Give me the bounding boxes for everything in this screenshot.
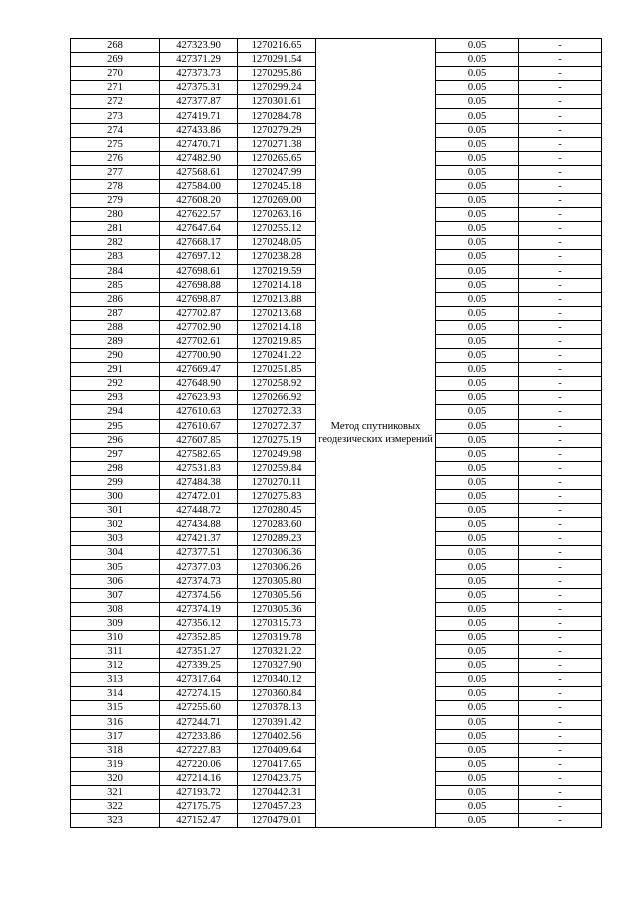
description-cell: - (519, 546, 602, 560)
x-coordinate-cell: 427584.00 (160, 179, 238, 193)
coordinates-table-page (70, 38, 602, 828)
y-coordinate-cell: 1270275.19 (238, 433, 316, 447)
y-coordinate-cell: 1270289.23 (238, 532, 316, 546)
description-cell: - (519, 236, 602, 250)
x-coordinate-cell: 427374.73 (160, 574, 238, 588)
x-coordinate-cell: 427244.71 (160, 715, 238, 729)
description-cell: - (519, 137, 602, 151)
point-number-cell: 287 (71, 306, 160, 320)
point-number-cell: 298 (71, 461, 160, 475)
description-cell: - (519, 518, 602, 532)
x-coordinate-cell: 427377.03 (160, 560, 238, 574)
y-coordinate-cell: 1270279.29 (238, 123, 316, 137)
y-coordinate-cell: 1270280.45 (238, 504, 316, 518)
point-number-cell: 314 (71, 687, 160, 701)
accuracy-cell: 0.05 (436, 574, 519, 588)
accuracy-cell: 0.05 (436, 391, 519, 405)
point-number-cell: 316 (71, 715, 160, 729)
point-number-cell: 278 (71, 179, 160, 193)
description-cell: - (519, 377, 602, 391)
x-coordinate-cell: 427607.85 (160, 433, 238, 447)
point-number-cell: 291 (71, 363, 160, 377)
point-number-cell: 302 (71, 518, 160, 532)
accuracy-cell: 0.05 (436, 532, 519, 546)
point-number-cell: 288 (71, 320, 160, 334)
x-coordinate-cell: 427356.12 (160, 616, 238, 630)
description-cell: - (519, 278, 602, 292)
y-coordinate-cell: 1270271.38 (238, 137, 316, 151)
description-cell: - (519, 588, 602, 602)
x-coordinate-cell: 427377.87 (160, 95, 238, 109)
accuracy-cell: 0.05 (436, 771, 519, 785)
x-coordinate-cell: 427373.73 (160, 67, 238, 81)
description-cell: - (519, 39, 602, 53)
accuracy-cell: 0.05 (436, 123, 519, 137)
description-cell: - (519, 673, 602, 687)
y-coordinate-cell: 1270291.54 (238, 53, 316, 67)
y-coordinate-cell: 1270319.78 (238, 630, 316, 644)
y-coordinate-cell: 1270284.78 (238, 109, 316, 123)
x-coordinate-cell: 427233.86 (160, 729, 238, 743)
description-cell: - (519, 630, 602, 644)
point-number-cell: 301 (71, 504, 160, 518)
point-number-cell: 317 (71, 729, 160, 743)
point-number-cell: 284 (71, 264, 160, 278)
point-number-cell: 318 (71, 743, 160, 757)
accuracy-cell: 0.05 (436, 743, 519, 757)
accuracy-cell: 0.05 (436, 137, 519, 151)
x-coordinate-cell: 427623.93 (160, 391, 238, 405)
point-number-cell: 321 (71, 785, 160, 799)
point-number-cell: 311 (71, 645, 160, 659)
description-cell: - (519, 363, 602, 377)
point-number-cell: 292 (71, 377, 160, 391)
point-number-cell: 297 (71, 447, 160, 461)
point-number-cell: 315 (71, 701, 160, 715)
y-coordinate-cell: 1270417.65 (238, 757, 316, 771)
x-coordinate-cell: 427434.88 (160, 518, 238, 532)
x-coordinate-cell: 427193.72 (160, 785, 238, 799)
description-cell: - (519, 560, 602, 574)
accuracy-cell: 0.05 (436, 715, 519, 729)
accuracy-cell: 0.05 (436, 53, 519, 67)
description-cell: - (519, 814, 602, 828)
y-coordinate-cell: 1270378.13 (238, 701, 316, 715)
x-coordinate-cell: 427697.12 (160, 250, 238, 264)
description-cell: - (519, 151, 602, 165)
point-number-cell: 273 (71, 109, 160, 123)
accuracy-cell: 0.05 (436, 278, 519, 292)
x-coordinate-cell: 427371.29 (160, 53, 238, 67)
accuracy-cell: 0.05 (436, 687, 519, 701)
x-coordinate-cell: 427448.72 (160, 504, 238, 518)
description-cell: - (519, 757, 602, 771)
y-coordinate-cell: 1270402.56 (238, 729, 316, 743)
accuracy-cell: 0.05 (436, 334, 519, 348)
y-coordinate-cell: 1270321.22 (238, 645, 316, 659)
description-cell: - (519, 532, 602, 546)
point-number-cell: 268 (71, 39, 160, 53)
description-cell: - (519, 349, 602, 363)
description-cell: - (519, 616, 602, 630)
point-number-cell: 283 (71, 250, 160, 264)
y-coordinate-cell: 1270479.01 (238, 814, 316, 828)
description-cell: - (519, 53, 602, 67)
point-number-cell: 276 (71, 151, 160, 165)
y-coordinate-cell: 1270442.31 (238, 785, 316, 799)
y-coordinate-cell: 1270247.99 (238, 165, 316, 179)
description-cell: - (519, 771, 602, 785)
x-coordinate-cell: 427421.37 (160, 532, 238, 546)
y-coordinate-cell: 1270263.16 (238, 208, 316, 222)
description-cell: - (519, 447, 602, 461)
x-coordinate-cell: 427323.90 (160, 39, 238, 53)
x-coordinate-cell: 427610.63 (160, 405, 238, 419)
y-coordinate-cell: 1270301.61 (238, 95, 316, 109)
description-cell: - (519, 800, 602, 814)
table-row (71, 39, 602, 53)
point-number-cell: 279 (71, 194, 160, 208)
accuracy-cell: 0.05 (436, 109, 519, 123)
y-coordinate-cell: 1270216.65 (238, 39, 316, 53)
accuracy-cell: 0.05 (436, 39, 519, 53)
accuracy-cell: 0.05 (436, 475, 519, 489)
description-cell: - (519, 687, 602, 701)
y-coordinate-cell: 1270409.64 (238, 743, 316, 757)
y-coordinate-cell: 1270457.23 (238, 800, 316, 814)
y-coordinate-cell: 1270306.26 (238, 560, 316, 574)
accuracy-cell: 0.05 (436, 518, 519, 532)
point-number-cell: 271 (71, 81, 160, 95)
description-cell: - (519, 419, 602, 433)
description-cell: - (519, 391, 602, 405)
description-cell: - (519, 461, 602, 475)
y-coordinate-cell: 1270340.12 (238, 673, 316, 687)
accuracy-cell: 0.05 (436, 447, 519, 461)
y-coordinate-cell: 1270251.85 (238, 363, 316, 377)
accuracy-cell: 0.05 (436, 504, 519, 518)
description-cell: - (519, 490, 602, 504)
accuracy-cell: 0.05 (436, 645, 519, 659)
point-number-cell: 290 (71, 349, 160, 363)
x-coordinate-cell: 427608.20 (160, 194, 238, 208)
description-cell: - (519, 222, 602, 236)
accuracy-cell: 0.05 (436, 461, 519, 475)
description-cell: - (519, 645, 602, 659)
point-number-cell: 323 (71, 814, 160, 828)
point-number-cell: 295 (71, 419, 160, 433)
x-coordinate-cell: 427227.83 (160, 743, 238, 757)
description-cell: - (519, 320, 602, 334)
x-coordinate-cell: 427668.17 (160, 236, 238, 250)
accuracy-cell: 0.05 (436, 250, 519, 264)
y-coordinate-cell: 1270283.60 (238, 518, 316, 532)
point-number-cell: 308 (71, 602, 160, 616)
accuracy-cell: 0.05 (436, 194, 519, 208)
accuracy-cell: 0.05 (436, 588, 519, 602)
accuracy-cell: 0.05 (436, 729, 519, 743)
x-coordinate-cell: 427377.51 (160, 546, 238, 560)
accuracy-cell: 0.05 (436, 659, 519, 673)
accuracy-cell: 0.05 (436, 363, 519, 377)
accuracy-cell: 0.05 (436, 67, 519, 81)
description-cell: - (519, 602, 602, 616)
table-body (71, 39, 602, 828)
point-number-cell: 306 (71, 574, 160, 588)
y-coordinate-cell: 1270249.98 (238, 447, 316, 461)
description-cell: - (519, 67, 602, 81)
description-cell: - (519, 334, 602, 348)
y-coordinate-cell: 1270391.42 (238, 715, 316, 729)
x-coordinate-cell: 427274.15 (160, 687, 238, 701)
point-number-cell: 309 (71, 616, 160, 630)
point-number-cell: 270 (71, 67, 160, 81)
point-number-cell: 304 (71, 546, 160, 560)
description-cell: - (519, 785, 602, 799)
y-coordinate-cell: 1270360.84 (238, 687, 316, 701)
x-coordinate-cell: 427531.83 (160, 461, 238, 475)
accuracy-cell: 0.05 (436, 616, 519, 630)
accuracy-cell: 0.05 (436, 701, 519, 715)
y-coordinate-cell: 1270219.59 (238, 264, 316, 278)
description-cell: - (519, 123, 602, 137)
y-coordinate-cell: 1270245.18 (238, 179, 316, 193)
method-cell: Метод спутниковых геодезических измерений (316, 39, 436, 828)
point-number-cell: 282 (71, 236, 160, 250)
y-coordinate-cell: 1270315.73 (238, 616, 316, 630)
coordinates-table (70, 38, 602, 828)
description-cell: - (519, 179, 602, 193)
y-coordinate-cell: 1270238.28 (238, 250, 316, 264)
y-coordinate-cell: 1270241.22 (238, 349, 316, 363)
y-coordinate-cell: 1270306.36 (238, 546, 316, 560)
description-cell: - (519, 264, 602, 278)
accuracy-cell: 0.05 (436, 81, 519, 95)
y-coordinate-cell: 1270275.83 (238, 490, 316, 504)
accuracy-cell: 0.05 (436, 560, 519, 574)
y-coordinate-cell: 1270214.18 (238, 320, 316, 334)
x-coordinate-cell: 427698.61 (160, 264, 238, 278)
x-coordinate-cell: 427702.87 (160, 306, 238, 320)
x-coordinate-cell: 427351.27 (160, 645, 238, 659)
point-number-cell: 285 (71, 278, 160, 292)
description-cell: - (519, 194, 602, 208)
accuracy-cell: 0.05 (436, 800, 519, 814)
point-number-cell: 281 (71, 222, 160, 236)
x-coordinate-cell: 427470.71 (160, 137, 238, 151)
x-coordinate-cell: 427610.67 (160, 419, 238, 433)
y-coordinate-cell: 1270305.56 (238, 588, 316, 602)
x-coordinate-cell: 427484.38 (160, 475, 238, 489)
point-number-cell: 303 (71, 532, 160, 546)
accuracy-cell: 0.05 (436, 419, 519, 433)
x-coordinate-cell: 427419.71 (160, 109, 238, 123)
point-number-cell: 269 (71, 53, 160, 67)
x-coordinate-cell: 427317.64 (160, 673, 238, 687)
description-cell: - (519, 433, 602, 447)
x-coordinate-cell: 427698.88 (160, 278, 238, 292)
y-coordinate-cell: 1270248.05 (238, 236, 316, 250)
x-coordinate-cell: 427214.16 (160, 771, 238, 785)
accuracy-cell: 0.05 (436, 757, 519, 771)
description-cell: - (519, 504, 602, 518)
y-coordinate-cell: 1270214.18 (238, 278, 316, 292)
accuracy-cell: 0.05 (436, 377, 519, 391)
point-number-cell: 313 (71, 673, 160, 687)
accuracy-cell: 0.05 (436, 785, 519, 799)
description-cell: - (519, 95, 602, 109)
description-cell: - (519, 405, 602, 419)
y-coordinate-cell: 1270266.92 (238, 391, 316, 405)
x-coordinate-cell: 427220.06 (160, 757, 238, 771)
point-number-cell: 286 (71, 292, 160, 306)
description-cell: - (519, 715, 602, 729)
x-coordinate-cell: 427647.64 (160, 222, 238, 236)
y-coordinate-cell: 1270305.80 (238, 574, 316, 588)
point-number-cell: 310 (71, 630, 160, 644)
accuracy-cell: 0.05 (436, 602, 519, 616)
point-number-cell: 307 (71, 588, 160, 602)
point-number-cell: 293 (71, 391, 160, 405)
description-cell: - (519, 743, 602, 757)
point-number-cell: 280 (71, 208, 160, 222)
y-coordinate-cell: 1270272.33 (238, 405, 316, 419)
accuracy-cell: 0.05 (436, 349, 519, 363)
y-coordinate-cell: 1270327.90 (238, 659, 316, 673)
description-cell: - (519, 574, 602, 588)
accuracy-cell: 0.05 (436, 292, 519, 306)
point-number-cell: 272 (71, 95, 160, 109)
y-coordinate-cell: 1270299.24 (238, 81, 316, 95)
description-cell: - (519, 701, 602, 715)
x-coordinate-cell: 427669.47 (160, 363, 238, 377)
y-coordinate-cell: 1270258.92 (238, 377, 316, 391)
description-cell: - (519, 292, 602, 306)
x-coordinate-cell: 427648.90 (160, 377, 238, 391)
point-number-cell: 319 (71, 757, 160, 771)
point-number-cell: 312 (71, 659, 160, 673)
point-number-cell: 299 (71, 475, 160, 489)
accuracy-cell: 0.05 (436, 433, 519, 447)
y-coordinate-cell: 1270213.88 (238, 292, 316, 306)
accuracy-cell: 0.05 (436, 306, 519, 320)
x-coordinate-cell: 427374.56 (160, 588, 238, 602)
description-cell: - (519, 659, 602, 673)
accuracy-cell: 0.05 (436, 222, 519, 236)
accuracy-cell: 0.05 (436, 264, 519, 278)
description-cell: - (519, 165, 602, 179)
x-coordinate-cell: 427375.31 (160, 81, 238, 95)
point-number-cell: 296 (71, 433, 160, 447)
accuracy-cell: 0.05 (436, 320, 519, 334)
accuracy-cell: 0.05 (436, 236, 519, 250)
accuracy-cell: 0.05 (436, 95, 519, 109)
x-coordinate-cell: 427472.01 (160, 490, 238, 504)
x-coordinate-cell: 427352.85 (160, 630, 238, 644)
x-coordinate-cell: 427702.61 (160, 334, 238, 348)
x-coordinate-cell: 427152.47 (160, 814, 238, 828)
accuracy-cell: 0.05 (436, 208, 519, 222)
y-coordinate-cell: 1270259.84 (238, 461, 316, 475)
point-number-cell: 322 (71, 800, 160, 814)
point-number-cell: 294 (71, 405, 160, 419)
y-coordinate-cell: 1270255.12 (238, 222, 316, 236)
y-coordinate-cell: 1270272.37 (238, 419, 316, 433)
description-cell: - (519, 729, 602, 743)
y-coordinate-cell: 1270219.85 (238, 334, 316, 348)
point-number-cell: 305 (71, 560, 160, 574)
point-number-cell: 300 (71, 490, 160, 504)
accuracy-cell: 0.05 (436, 546, 519, 560)
x-coordinate-cell: 427374.19 (160, 602, 238, 616)
point-number-cell: 289 (71, 334, 160, 348)
y-coordinate-cell: 1270305.36 (238, 602, 316, 616)
y-coordinate-cell: 1270423.75 (238, 771, 316, 785)
description-cell: - (519, 250, 602, 264)
description-cell: - (519, 81, 602, 95)
accuracy-cell: 0.05 (436, 630, 519, 644)
description-cell: - (519, 475, 602, 489)
y-coordinate-cell: 1270270.11 (238, 475, 316, 489)
y-coordinate-cell: 1270295.86 (238, 67, 316, 81)
y-coordinate-cell: 1270269.00 (238, 194, 316, 208)
accuracy-cell: 0.05 (436, 673, 519, 687)
x-coordinate-cell: 427582.65 (160, 447, 238, 461)
x-coordinate-cell: 427698.87 (160, 292, 238, 306)
point-number-cell: 277 (71, 165, 160, 179)
accuracy-cell: 0.05 (436, 814, 519, 828)
x-coordinate-cell: 427702.90 (160, 320, 238, 334)
x-coordinate-cell: 427700.90 (160, 349, 238, 363)
accuracy-cell: 0.05 (436, 151, 519, 165)
x-coordinate-cell: 427482.90 (160, 151, 238, 165)
point-number-cell: 275 (71, 137, 160, 151)
accuracy-cell: 0.05 (436, 165, 519, 179)
accuracy-cell: 0.05 (436, 179, 519, 193)
x-coordinate-cell: 427433.86 (160, 123, 238, 137)
accuracy-cell: 0.05 (436, 490, 519, 504)
x-coordinate-cell: 427255.60 (160, 701, 238, 715)
accuracy-cell: 0.05 (436, 405, 519, 419)
x-coordinate-cell: 427175.75 (160, 800, 238, 814)
x-coordinate-cell: 427339.25 (160, 659, 238, 673)
x-coordinate-cell: 427568.61 (160, 165, 238, 179)
point-number-cell: 274 (71, 123, 160, 137)
point-number-cell: 320 (71, 771, 160, 785)
y-coordinate-cell: 1270265.65 (238, 151, 316, 165)
x-coordinate-cell: 427622.57 (160, 208, 238, 222)
description-cell: - (519, 208, 602, 222)
y-coordinate-cell: 1270213.68 (238, 306, 316, 320)
description-cell: - (519, 109, 602, 123)
description-cell: - (519, 306, 602, 320)
